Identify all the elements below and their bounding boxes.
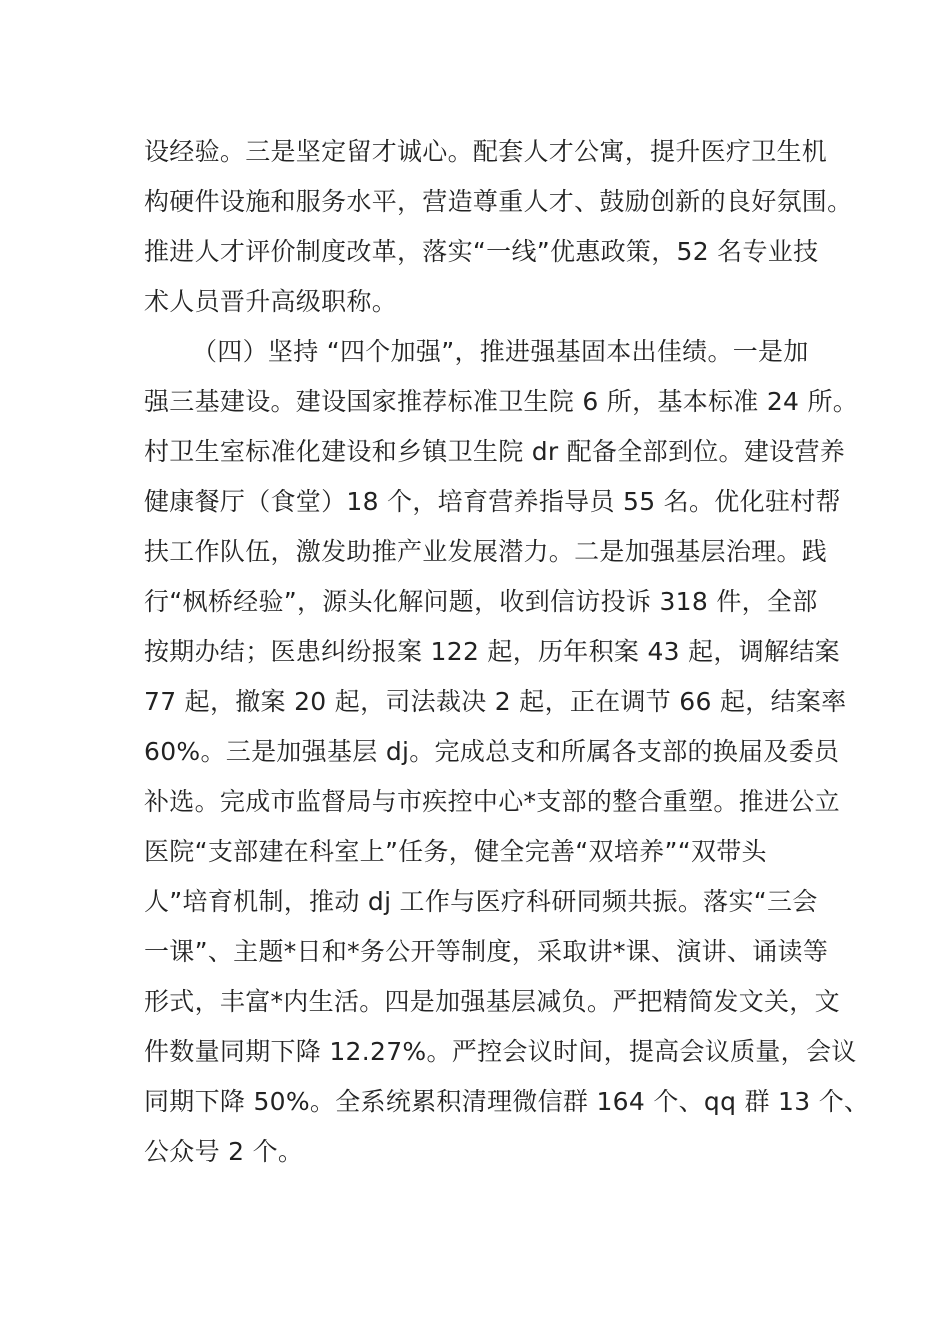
text-line: 术人员晋升高级职称。 <box>144 287 398 316</box>
text-line: 扶工作队伍，激发助推产业发展潜力。二是加强基层治理。践 <box>144 537 828 566</box>
text-line: 推进人才评价制度改革，落实“一线”优惠政策，52 名专业技 <box>144 237 819 266</box>
text-line: 构硬件设施和服务水平，营造尊重人才、鼓励创新的良好氛围。 <box>144 187 853 216</box>
text-line: 人”培育机制，推动 dj 工作与医疗科研同频共振。落实“三会 <box>144 887 818 916</box>
text-line: 医院“支部建在科室上”任务，健全完善“双培养”“双带头 <box>144 837 767 866</box>
text-line: 健康餐厅（食堂）18 个，培育营养指导员 55 名。优化驻村帮 <box>144 487 841 516</box>
text-line: 补选。完成市监督局与市疾控中心*支部的整合重塑。推进公立 <box>144 787 840 816</box>
text-line: 同期下降 50%。全系统累积清理微信群 164 个、qq 群 13 个、 <box>144 1087 870 1116</box>
paragraph-talent-retention <box>144 127 853 327</box>
text-line: 强三基建设。建设国家推荐标准卫生院 6 所，基本标准 24 所。 <box>144 387 859 416</box>
document-body <box>144 127 870 1177</box>
text-line: 设经验。三是坚定留才诚心。配套人才公寓，提升医疗卫生机 <box>144 137 828 166</box>
paragraph-four-strengthenings <box>144 327 870 1177</box>
text-line: 60%。三是加强基层 dj。完成总支和所属各支部的换届及委员 <box>144 737 840 766</box>
text-line: （四）坚持 “四个加强”，推进强基固本出佳绩。一是加 <box>192 337 809 366</box>
text-line: 行“枫桥经验”，源头化解问题，收到信访投诉 318 件，全部 <box>144 587 818 616</box>
text-line: 77 起，撤案 20 起，司法裁决 2 起，正在调节 66 起，结案率 <box>144 687 847 716</box>
text-line: 形式，丰富*内生活。四是加强基层减负。严把精简发文关，文 <box>144 987 840 1016</box>
text-line: 村卫生室标准化建设和乡镇卫生院 dr 配备全部到位。建设营养 <box>144 437 846 466</box>
text-line: 一课”、主题*日和*务公开等制度，采取讲*课、演讲、诵读等 <box>144 937 829 966</box>
text-line: 件数量同期下降 12.27%。严控会议时间，提高会议质量，会议 <box>144 1037 857 1066</box>
text-line: 公众号 2 个。 <box>144 1137 304 1166</box>
text-line: 按期办结；医患纠纷报案 122 起，历年积案 43 起，调解结案 <box>144 637 840 666</box>
